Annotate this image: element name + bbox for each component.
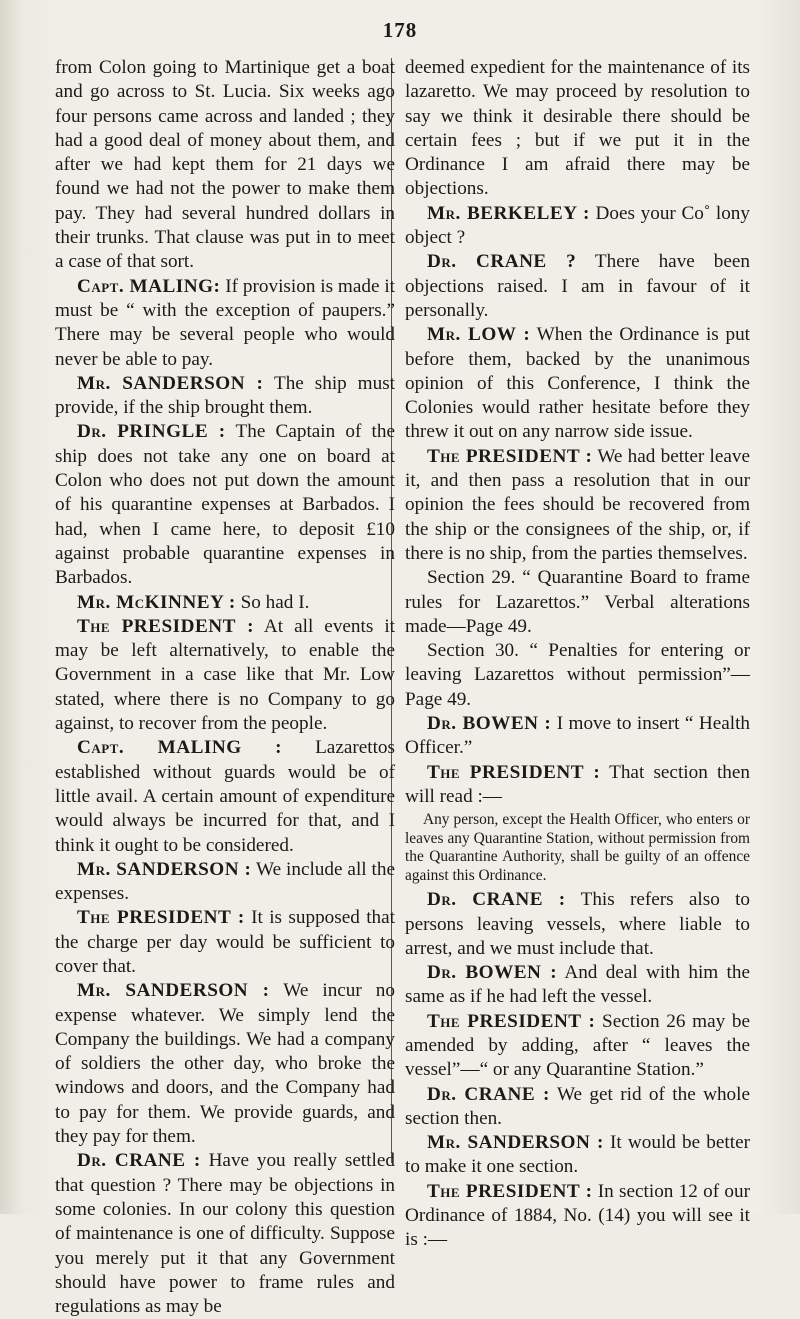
paragraph-text: deemed expedient for the maintenance of its lazaretto. We may proceed by resolution to say we think it desirable there should be certain fees ; but if we put it in the Ordinance I am afraid there may be objections. xyxy=(405,57,750,200)
paragraph-text: Section 29. “ Quarantine Board to frame rules for Lazarettos.” Verbal alterations made—Page 49. xyxy=(405,567,750,637)
speaker-name: Dr. CRANE : xyxy=(427,1083,550,1105)
paragraph xyxy=(405,639,750,712)
speaker-name: Mr. SANDERSON : xyxy=(77,980,270,1002)
paragraph-text: And deal with him the same as if he had left the vessel. xyxy=(405,962,750,1008)
paragraph xyxy=(55,1149,395,1319)
paragraph-text: Any person, except the Health Officer, who enters or leaves any Quarantine Station, without permission from the Quarantine Authority, shall be guilty of an offence against this Ordinance. xyxy=(405,811,750,884)
paragraph xyxy=(55,56,395,275)
paragraph xyxy=(405,323,750,444)
paragraph xyxy=(405,888,750,961)
paragraph-text: We include all the expenses. xyxy=(55,858,395,905)
paragraph-text: from Colon going to Martinique get a boat and go across to St. Lucia. Six weeks ago four persons came across and landed ; they had a good deal of money about them, and after we had kept them for 21 days we found we had not the power to make them pay. They had several hundred dollars in their trunks. That clause was put in to meet a case of that sort. xyxy=(55,57,395,273)
paragraph xyxy=(55,372,395,421)
paragraph-text: If provision is made it must be “ with the exception of paupers.” There may be several people who would never be able to pay. xyxy=(55,275,395,370)
speaker-name: Dr. CRANE : xyxy=(77,1150,201,1172)
paragraph-text: I move to insert “ Health Officer.” xyxy=(405,713,750,759)
speaker-name: Mr. LOW : xyxy=(427,324,531,346)
paragraph xyxy=(405,1180,750,1253)
paragraph-text: Section 30. “ Penalties for entering or leaving Lazarettos without permission”—Page 49. xyxy=(405,640,750,710)
paragraph-text: It would be better to make it one section. xyxy=(405,1132,750,1178)
speaker-name: Mr. SANDERSON : xyxy=(77,858,252,880)
speaker-name: Mr. SANDERSON : xyxy=(77,372,264,394)
paragraph xyxy=(405,250,750,323)
paragraph xyxy=(55,858,395,907)
speaker-name: The PRESIDENT : xyxy=(77,907,245,929)
paragraph xyxy=(405,56,750,202)
speaker-name: Dr. CRANE : xyxy=(427,889,566,911)
page-number: 178 xyxy=(382,18,418,42)
speaker-name: Dr. PRINGLE : xyxy=(77,421,226,443)
paragraph xyxy=(405,445,750,566)
paragraph-text: The ship must provide, if the ship brought them. xyxy=(55,372,395,419)
speaker-name: The PRESIDENT : xyxy=(427,1180,593,1202)
paragraph xyxy=(55,906,395,979)
speaker-name: The PRESIDENT : xyxy=(427,445,593,467)
paragraph-text: We get rid of the whole section then. xyxy=(405,1083,750,1129)
paragraph-text: So had I. xyxy=(235,591,310,613)
speaker-name: The PRESIDENT : xyxy=(427,761,601,783)
paragraph xyxy=(405,566,750,639)
paragraph-text: Have you really settled that question ? There may be objections in some colonies. In our colony this question of maintenance is one of difficulty. Suppose you merely put it that any Government should have power to frame rules and regulations as may be xyxy=(55,1150,396,1318)
paragraph-text: We had better leave it, and then pass a resolution that in our opinion the fees should be recovered from the ship or the consignees of the ship, or, if there is no ship, from the parties themselves. xyxy=(405,445,750,564)
paragraph-text: It is supposed that the charge per day would be sufficient to cover that. xyxy=(55,907,395,977)
paragraph xyxy=(405,1083,750,1132)
right-column xyxy=(405,56,750,1253)
paragraph-text: At all events it may be left alternatively, to enable the Government in a case like that Mr. Low stated, where there is no Company to go against, to recover from the people. xyxy=(55,615,395,735)
paragraph-text: When the Ordinance is put before them, backed by the unanimous opinion of this Conference, I think the Colonies would rather hesitate before they threw it out on any narrow side issue. xyxy=(405,324,750,443)
speaker-name: Dr. BOWEN : xyxy=(427,713,552,735)
speaker-name: Capt. MALING : xyxy=(77,737,283,759)
left-column xyxy=(55,56,395,1319)
paragraph xyxy=(405,202,750,251)
paragraph-text: In section 12 of our Ordinance of 1884, No. (14) you will see it is :— xyxy=(405,1180,750,1251)
speaker-name: Mr. BERKELEY : xyxy=(427,202,590,224)
paragraph xyxy=(55,615,395,736)
paragraph xyxy=(55,591,395,615)
paragraph xyxy=(55,420,395,590)
paragraph xyxy=(405,761,750,810)
paragraph xyxy=(405,712,750,761)
speaker-name: Mr. McKINNEY : xyxy=(77,591,236,613)
speaker-name: The PRESIDENT : xyxy=(77,615,254,637)
paragraph xyxy=(55,275,395,372)
speaker-name: Dr. CRANE ? xyxy=(427,251,577,273)
speaker-name: The PRESIDENT : xyxy=(427,1010,596,1032)
paragraph-text: Lazarettos established without guards would be of little avail. A certain amount of expenditure would always be incurred for that, and I think it ought to be considered. xyxy=(55,737,395,856)
paragraph-text: That section then will read :— xyxy=(405,761,751,807)
speaker-name: Mr. SANDERSON : xyxy=(427,1132,604,1154)
paragraph xyxy=(405,961,750,1010)
paragraph-text: This refers also to persons leaving vessels, where liable to arrest, and we must include that. xyxy=(405,889,750,959)
quoted-ordinance-text xyxy=(405,811,750,885)
paragraph xyxy=(405,1010,750,1083)
paragraph xyxy=(405,1131,750,1180)
speaker-name: Dr. BOWEN : xyxy=(427,962,558,984)
paragraph xyxy=(55,979,395,1149)
paragraph xyxy=(55,736,395,857)
paragraph-text: Section 26 may be amended by adding, after “ leaves the vessel”—“ or any Quarantine Station.” xyxy=(405,1010,751,1081)
paragraph-text: We incur no expense whatever. We simply lend the Company the buildings. We had a company of soldiers the other day, who broke the windows and doors, and the Company had to pay for them. We provide guards, and they pay for them. xyxy=(55,980,395,1148)
speaker-name: Capt. MALING: xyxy=(77,275,221,297)
paragraph-text: There have been objections raised. I am in favour of it personally. xyxy=(405,251,750,321)
paragraph-text: The Captain of the ship does not take any one on board at Colon who does not put down the amount of his quarantine expenses at Barbados. I had, when I came here, to deposit £10 against probable quarantine expenses in Barbados. xyxy=(55,421,395,589)
paragraph-text: Does your Co˚ lony object ? xyxy=(405,202,750,249)
